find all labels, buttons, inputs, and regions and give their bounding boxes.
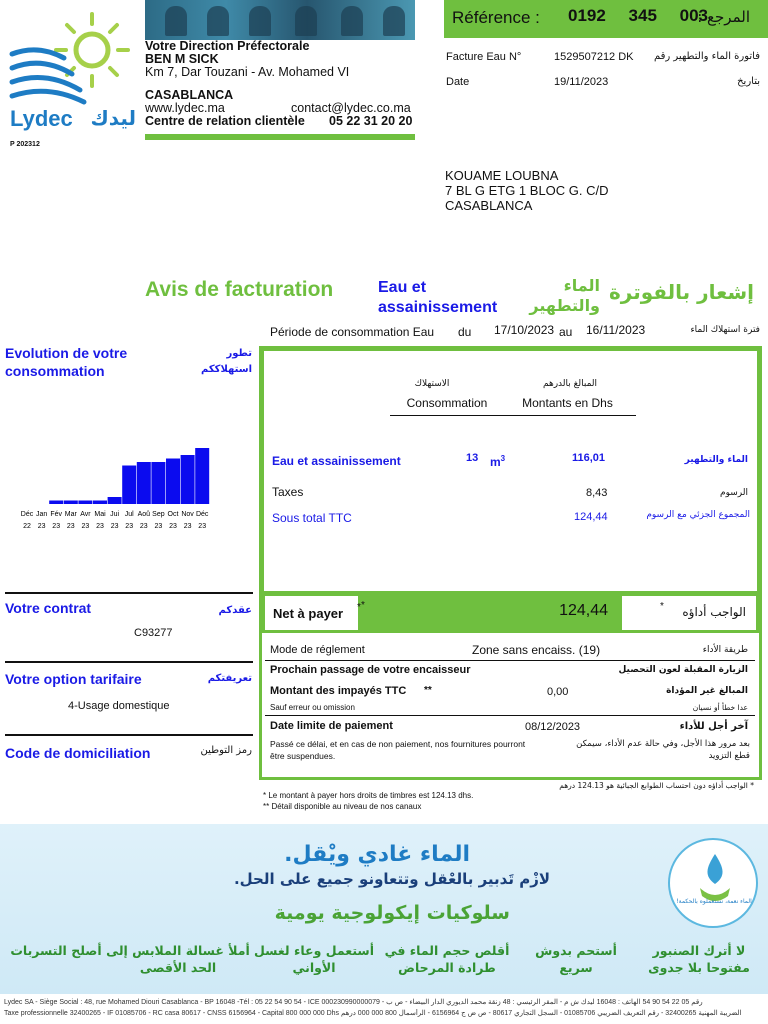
month-label-2: Fév bbox=[50, 511, 63, 518]
waves-icon bbox=[12, 50, 84, 102]
billing-details-box bbox=[262, 349, 759, 593]
month-label-10: Oct bbox=[167, 511, 179, 518]
unpaid-stars: ** bbox=[424, 685, 432, 696]
banner-headline-1: الماء غادي ويْقل. bbox=[284, 842, 470, 867]
website-link[interactable]: www.lydec.ma bbox=[145, 101, 225, 115]
row-taxes-amount: 8,43 bbox=[586, 487, 608, 499]
month-label-0: Déc bbox=[20, 511, 34, 518]
note-ar: * الواجب أداؤه دون احتساب الطوابع الجبائية هو 124.13 درهم bbox=[559, 781, 754, 790]
month-label-1: Jan bbox=[35, 511, 48, 518]
water-hand-icon bbox=[670, 840, 760, 930]
badge bbox=[668, 838, 758, 928]
lydec-logo bbox=[8, 10, 136, 140]
period-label: Période de consommation Eau bbox=[270, 325, 435, 339]
tip-dishes: أستعمل وعاء لغسل الأواني bbox=[254, 943, 374, 975]
year-label-5: 23 bbox=[96, 523, 104, 530]
net-label-ar-cell bbox=[622, 596, 756, 630]
divider-contract bbox=[5, 592, 253, 594]
domiciliation-title: Code de domiciliation bbox=[5, 745, 151, 761]
row-water-amount: 116,01 bbox=[572, 452, 606, 464]
year-label-12: 23 bbox=[198, 523, 207, 530]
next-visit-label: Prochain passage de votre encaisseur bbox=[270, 664, 471, 676]
year-label-4: 23 bbox=[81, 523, 90, 530]
row-water-unit: $m^3$ bbox=[490, 454, 506, 469]
tip-laundry: أملأ غسالة الملابس إلى الحد الأقصى bbox=[106, 943, 250, 975]
bar-2 bbox=[49, 501, 63, 505]
net-star-mark: * bbox=[357, 602, 361, 613]
contract-title-ar: عقدكم bbox=[218, 605, 252, 616]
row-water-label: Eau et assainissement bbox=[272, 454, 401, 468]
reference-label: Référence : bbox=[452, 8, 540, 27]
amount-header: Montants en Dhs bbox=[522, 396, 613, 410]
deadline-ar: آخر أجل للأداء bbox=[679, 721, 748, 732]
period-from: 17/10/2023 bbox=[494, 323, 555, 337]
bar-10 bbox=[166, 459, 180, 505]
reference-label-ar: المرجع : bbox=[697, 8, 750, 26]
badge-text: الماء نعمة، نستعملوه بالحكمة! bbox=[676, 898, 752, 905]
reference-value: 0192 345 003 bbox=[568, 6, 708, 25]
photo-strip bbox=[145, 0, 415, 40]
tips-row bbox=[8, 942, 760, 990]
customer-name: KOUAME LOUBNA bbox=[445, 168, 559, 183]
month-label-9: Sep bbox=[152, 511, 165, 518]
error-note: Sauf erreur ou omission bbox=[270, 703, 355, 712]
customer-line2: CASABLANCA bbox=[445, 198, 533, 213]
month-label-8: Aoû bbox=[137, 511, 151, 518]
unpaid-label: Montant des impayés TTC bbox=[270, 685, 407, 697]
deadline-label: Date limite de paiement bbox=[270, 720, 393, 732]
row-water-label-ar: الماء والتطهير bbox=[684, 455, 748, 465]
option-title-ar: تعريفتكم bbox=[207, 673, 252, 684]
period-du: du bbox=[458, 325, 472, 339]
net-star: * bbox=[361, 600, 365, 611]
evolution-title-ar: تطور استهلاككم bbox=[200, 348, 252, 375]
month-label-7: Jul bbox=[124, 511, 134, 518]
tip-shower: أستحم بدوش سريع bbox=[535, 943, 617, 975]
year-label-10: 23 bbox=[169, 523, 177, 530]
row-water-qty: 13 bbox=[466, 452, 479, 464]
direction-address: Km 7, Dar Touzani - Av. Mohamed VI bbox=[145, 65, 350, 79]
page-title: Avis de facturation bbox=[145, 278, 334, 301]
evolution-title: Evolution de votre consommation bbox=[5, 345, 128, 379]
deadline-rule bbox=[265, 715, 755, 716]
contract-value: C93277 bbox=[134, 627, 173, 639]
year-label-7: 23 bbox=[125, 523, 134, 530]
bar-12 bbox=[195, 448, 209, 504]
date-label-ar: بتاريخ bbox=[737, 76, 760, 87]
next-visit-ar: الزيارة المقبلة لعون التحصيل bbox=[618, 665, 748, 675]
date-label: Date bbox=[446, 76, 470, 88]
year-label-8: 23 bbox=[139, 523, 148, 530]
direction-city: CASABLANCA bbox=[145, 88, 234, 102]
suspension-warning-ar: بعد مرور هذا الأجل، وفي حالة عدم الأداء، سيمكن قطع التزويد bbox=[576, 739, 750, 761]
page-title-ar: إشعار بالفوترة bbox=[608, 280, 754, 304]
direction-block bbox=[145, 40, 420, 128]
bar-8 bbox=[137, 462, 151, 504]
bar-3 bbox=[64, 501, 78, 505]
row-taxes-label-ar: الرسوم bbox=[720, 488, 748, 498]
year-label-11: 23 bbox=[183, 523, 192, 530]
row-subtotal-amount: 124,44 bbox=[574, 511, 608, 523]
direction-name: BEN M SICK bbox=[145, 52, 219, 66]
consumption-header-ar: الاستهلاك bbox=[414, 379, 450, 389]
brand-name-ar: ليدك bbox=[90, 106, 136, 130]
month-label-12: Déc bbox=[195, 511, 209, 518]
suspension-warning: Passé ce délai, et en cas de non paiement, nos fournitures pourront être suspendues. bbox=[270, 739, 526, 761]
consumption-header: Consommation bbox=[406, 396, 488, 410]
amount-header-ar: المبالغ بالدرهم bbox=[542, 379, 598, 389]
year-label-3: 23 bbox=[66, 523, 75, 530]
payment-mode-label: Mode de réglement bbox=[270, 644, 365, 656]
bar-4 bbox=[78, 501, 92, 505]
facture-value: 1529507212 DK bbox=[554, 51, 634, 63]
year-label-6: 23 bbox=[110, 523, 119, 530]
payment-rule bbox=[265, 660, 755, 661]
bar-6 bbox=[108, 497, 122, 504]
bar-7 bbox=[122, 466, 136, 505]
divider-option bbox=[5, 661, 253, 663]
divider-domiciliation bbox=[5, 734, 253, 736]
month-label-4: Avr bbox=[80, 511, 91, 518]
table-header-rule bbox=[390, 415, 636, 416]
note-fr-1: * Le montant à payer hors droits de timbres est 124.13 dhs. bbox=[263, 791, 474, 800]
service-title-ar: الماء والتطهير bbox=[529, 276, 600, 315]
bar-5 bbox=[93, 501, 107, 505]
footer-line-2: Taxe professionnelle 32400265 - IF 01085706 - RC casa 80617 - CNSS 6156964 - Capital 800 000 000 Dhs الضريبة المهنية 32400265 - رقم التعريف الضريبي 01085706 - السجل التجاري 80617 - ص ض ج 6156964 - الرأسمال 800 000 000 درهم bbox=[4, 1010, 742, 1017]
bar-9 bbox=[151, 462, 165, 504]
year-label-1: 23 bbox=[37, 523, 46, 530]
error-note-ar: عدا خطأ أو نسيان bbox=[692, 703, 748, 712]
option-title: Votre option tarifaire bbox=[5, 671, 142, 687]
bar-11 bbox=[181, 455, 195, 504]
note-fr-2: ** Détail disponible au niveau de nos canaux bbox=[263, 802, 422, 811]
facture-label-ar: فاتورة الماء والتطهير رقم bbox=[653, 51, 760, 62]
net-label-ar: الواجب أداؤه bbox=[682, 605, 746, 619]
banner-headline-3: سلوكيات إيكولوجية يومية bbox=[274, 902, 510, 924]
payment-mode-value: Zone sans encaiss. (19) bbox=[472, 643, 601, 657]
net-value: 124,44 bbox=[559, 602, 608, 619]
legal-footer bbox=[0, 994, 768, 1024]
banner-headline-2: لازْم تَدبير بالعْقل وتتعاونو جميع على الحل. bbox=[233, 870, 550, 888]
net-label: Net à payer bbox=[273, 606, 344, 621]
year-label-2: 23 bbox=[52, 523, 61, 530]
contract-title: Votre contrat bbox=[5, 600, 92, 616]
consumption-chart bbox=[14, 440, 220, 532]
brand-name: Lydec bbox=[10, 106, 73, 131]
direction-title: Votre Direction Préfectorale bbox=[145, 39, 310, 53]
relation-label: Centre de relation clientèle bbox=[145, 114, 305, 128]
period-label-ar: فترة استهلاك الماء bbox=[690, 325, 760, 335]
deadline-value: 08/12/2023 bbox=[525, 721, 581, 733]
tip-toilet: أقلص حجم الماء في طرادة المرحاض bbox=[384, 943, 510, 975]
month-label-3: Mar bbox=[64, 511, 77, 518]
reference-box bbox=[444, 0, 768, 38]
year-label-9: 23 bbox=[154, 523, 163, 530]
row-subtotal-label: Sous total TTC bbox=[272, 511, 352, 525]
period-to: 16/11/2023 bbox=[586, 323, 646, 337]
tip-faucet: لا أترك الصنبور مفتوحا بلا جدوى bbox=[648, 943, 750, 975]
date-value: 19/11/2023 bbox=[554, 76, 609, 88]
email-link[interactable]: contact@lydec.co.ma bbox=[291, 101, 411, 115]
unpaid-value: 0,00 bbox=[547, 686, 569, 698]
service-title: Eau et assainissement bbox=[378, 279, 498, 316]
sun-icon bbox=[56, 14, 128, 86]
eco-banner bbox=[0, 824, 768, 994]
period-au: au bbox=[559, 325, 573, 339]
month-label-6: Jui bbox=[110, 511, 120, 518]
payment-mode-ar: طريقة الأداء bbox=[702, 645, 748, 655]
net-label-cell bbox=[265, 596, 365, 630]
customer-line1: 7 BL G ETG 1 BLOC G. C/D bbox=[445, 183, 609, 198]
footer-line-1: Lydec SA - Siège Social : 48, rue Mohamed Diouri Casablanca - BP 16048 -Tél : 05 22 54 90 54 - ICE 000230990000079 - رقم 05 22 54 90 54 الهاتف : 16048 ليدك ش م - المقر الرئيسي : 48 زنقة محمد الديوري الدار البيضاء - ص ب bbox=[4, 999, 703, 1006]
brand-code: P 202312 bbox=[10, 141, 40, 148]
month-label-5: Mai bbox=[94, 511, 106, 518]
net-star-ar: * bbox=[660, 601, 664, 612]
row-subtotal-label-ar: المجموع الجزئي مع الرسوم bbox=[646, 510, 750, 520]
month-label-11: Nov bbox=[181, 511, 194, 518]
option-value: 4-Usage domestique bbox=[68, 700, 170, 712]
relation-phone: 05 22 31 20 20 bbox=[329, 114, 413, 128]
row-taxes-label: Taxes bbox=[272, 485, 304, 499]
customer-address bbox=[445, 168, 609, 213]
domiciliation-title-ar: رمز التوطين bbox=[200, 745, 252, 756]
header-green-bar bbox=[145, 134, 415, 140]
tip-leaks: أصلح التسربات bbox=[10, 943, 102, 958]
facture-label: Facture Eau N° bbox=[446, 51, 522, 63]
unpaid-ar: المبالغ غير المؤداة bbox=[666, 686, 748, 696]
year-label-0: 22 bbox=[23, 523, 31, 530]
